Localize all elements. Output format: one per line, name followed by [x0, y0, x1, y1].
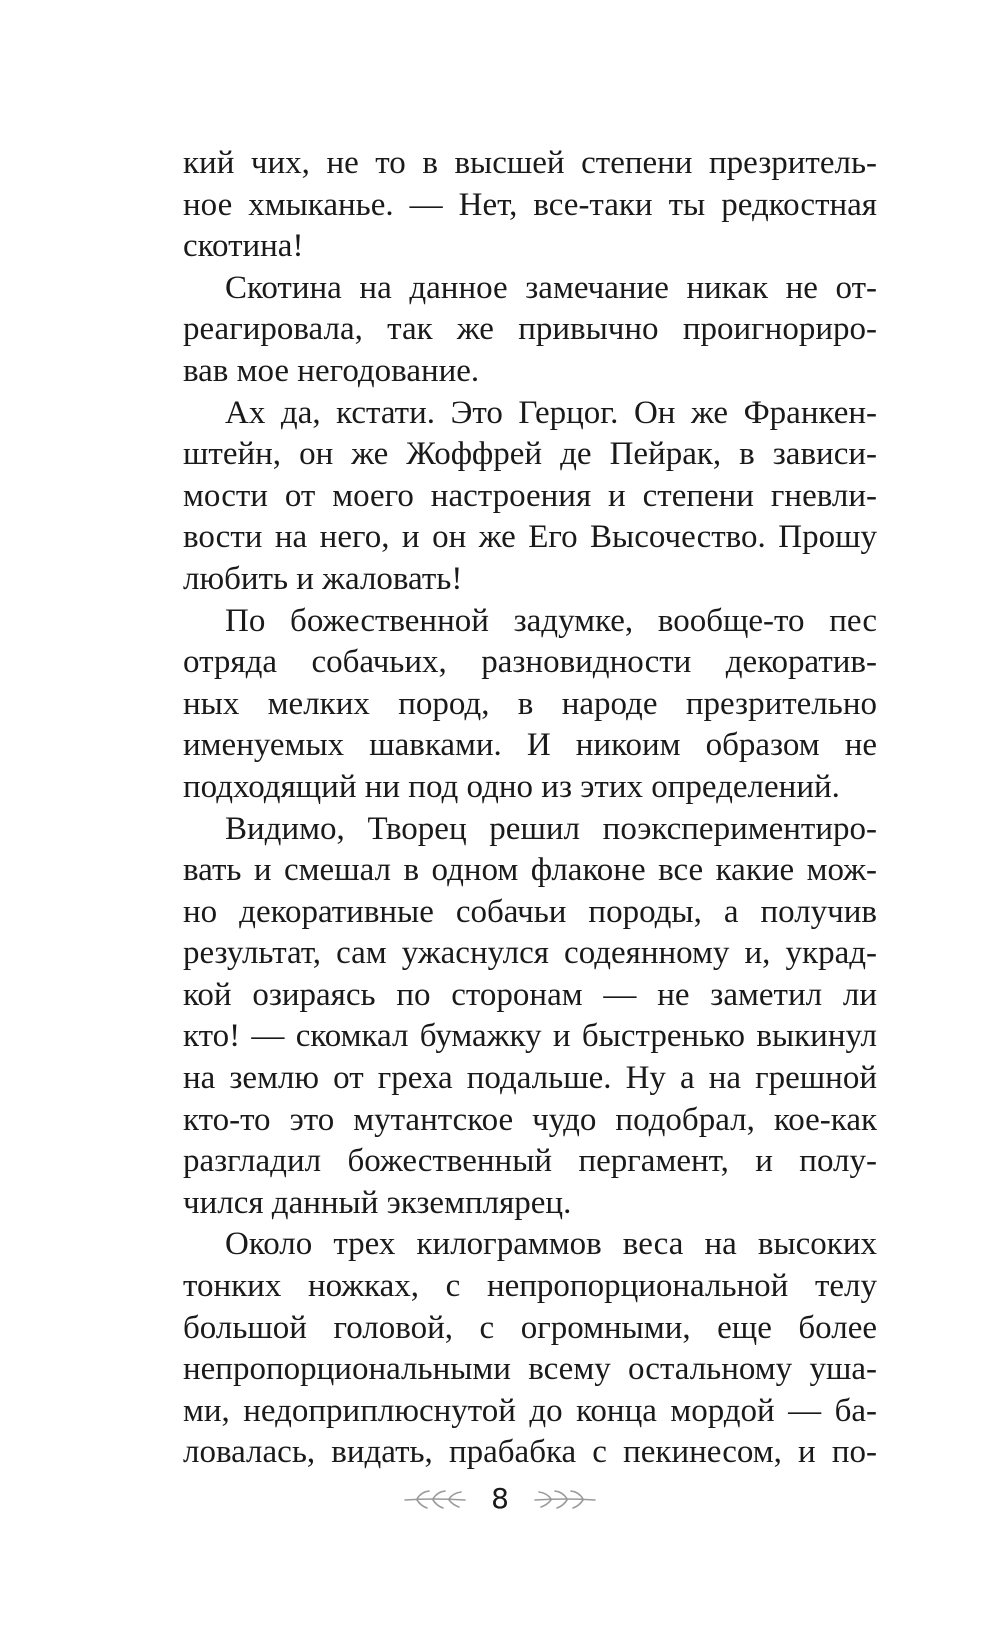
text-line: мости от моего настроения и степени гневли-: [183, 477, 877, 514]
text-line: но декоративные собачьи породы, а получив: [183, 893, 877, 930]
text-line: на землю от греха подальше. Ну а на грешной: [183, 1060, 877, 1097]
text-line: кий чих, не то в высшей степени презритель-: [183, 145, 877, 181]
body-text: [183, 143, 877, 1474]
text-line: непропорциональными всему остальному уша-: [183, 1351, 877, 1388]
text-line: По божественной задумке, вообще-то пес: [225, 602, 877, 639]
text-line: Видимо, Творец решил поэкспериментиро-: [225, 810, 877, 847]
page-footer: [0, 1474, 1000, 1524]
leaf-sprig-right-icon: [531, 1488, 597, 1510]
text-line: ных мелких пород, в народе презрительно: [183, 685, 877, 722]
text-line: ми, недоприплюснутой до конца мордой — ба-: [183, 1392, 877, 1429]
text-line: вости на него, и он же Его Высочество. Прошу: [183, 519, 877, 556]
text-line: Около трех килограммов веса на высоких: [225, 1226, 877, 1263]
text-line: вать и смешал в одном флаконе все какие мож-: [183, 852, 877, 889]
leaf-sprig-left-icon: [403, 1488, 469, 1510]
text-line: ловалась, видать, прабабка с пекинесом, и по-: [183, 1434, 877, 1471]
text-line: большой головой, с огромными, еще более: [183, 1309, 877, 1346]
text-line: Скотина на данное замечание никак не от-: [225, 269, 877, 306]
text-line: реагировала, так же привычно проигнориро-: [183, 311, 877, 348]
text-line: подходящий ни под одно из этих определений.: [183, 768, 840, 805]
text-line: вав мое негодование.: [183, 352, 480, 389]
text-line: скотина!: [183, 228, 304, 265]
page-number: 8: [491, 1482, 509, 1515]
text-line: именуемых шавками. И никоим образом не: [183, 727, 877, 764]
text-line: результат, сам ужаснулся содеянному и, украд-: [183, 935, 877, 972]
text-line: кто! — скомкал бумажку и быстренько выкинул: [183, 1018, 877, 1055]
text-line: разгладил божественный пергамент, и полу-: [183, 1143, 877, 1180]
text-line: тонких ножках, с непропорциональной телу: [183, 1268, 877, 1305]
text-line: чился данный экземплярец.: [183, 1184, 572, 1221]
text-line: Ах да, кстати. Это Герцог. Он же Франкен-: [225, 394, 877, 431]
text-line: ное хмыканье. — Нет, все-таки ты редкостная: [183, 186, 877, 223]
text-line: кто-то это мутантское чудо подобрал, кое-как: [183, 1101, 877, 1138]
text-line: любить и жаловать!: [183, 560, 463, 597]
text-line: отряда собачьих, разновидности декоратив-: [183, 644, 877, 681]
text-line: штейн, он же Жоффрей де Пейрак, в зависи-: [183, 436, 877, 473]
text-line: кой озираясь по сторонам — не заметил ли: [183, 976, 877, 1013]
